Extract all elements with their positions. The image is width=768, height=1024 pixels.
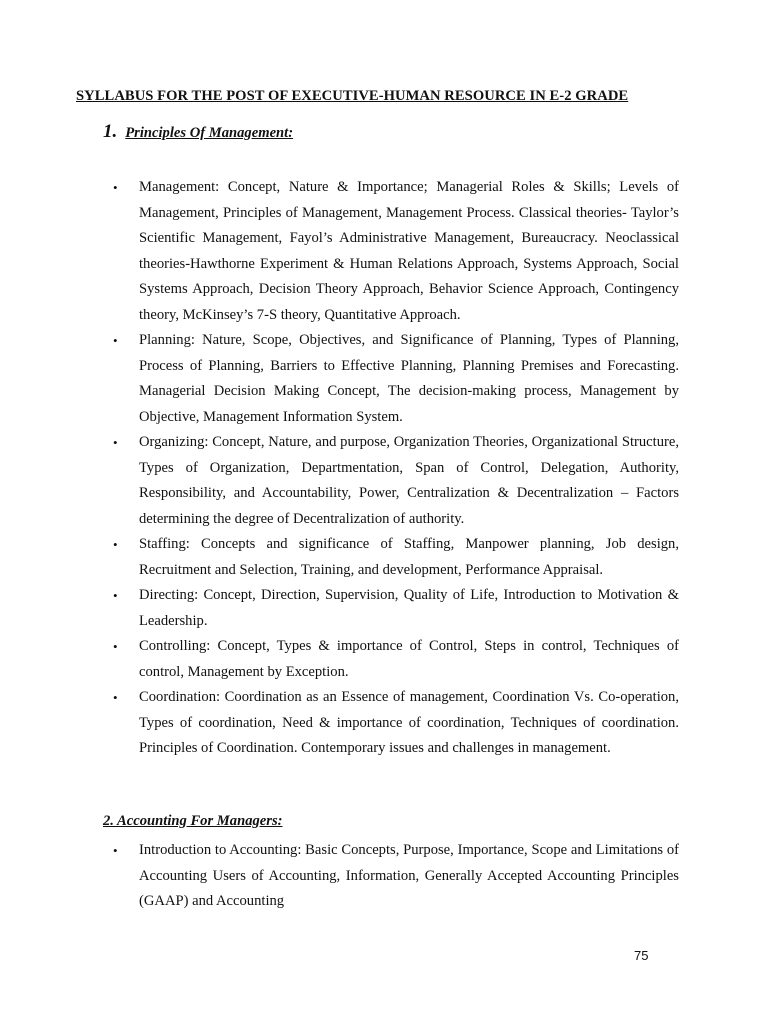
list-item [0,175,679,328]
list-item [0,328,679,430]
principles-of-management-list [0,175,768,762]
list-item-text: Controlling: Concept, Types & importance of Control, Steps in control, Techniques of control, Management by Exception. [139,638,679,680]
list-item-text: Directing: Concept, Direction, Supervision, Quality of Life, Introduction to Motivation & Leadership. [139,587,679,629]
list-item-text: Management: Concept, Nature & Importance; Managerial Roles & Skills; Levels of Management, Principles of Management, Management Process. Classical theories- Taylor’s Scientific Management, Fayol’s Administrative Management, Bureaucracy. Neoclassical theories-Hawthorne Experiment & Human Relations Approach, Systems Approach, Social Systems Approach, Decision Theory Approach, Behavior Science Approach, Contingency theory, McKinsey’s 7-S theory, Quantitative Approach. [139,179,679,323]
section-title: Principles Of Management: [125,125,294,141]
list-item-text: Coordination: Coordination as an Essence of management, Coordination Vs. Co-operation, Types of coordination, Need & importance of coordination, Techniques of coordination. Principles of Coordination. Contemporary issues and challenges in management. [139,689,679,756]
list-item [0,838,679,915]
page-title: SYLLABUS FOR THE POST OF EXECUTIVE-HUMAN RESOURCE IN E-2 GRADE [76,88,629,104]
bullet-icon: • [113,690,118,705]
accounting-for-managers-list [0,838,768,915]
list-item-text: Organizing: Concept, Nature, and purpose, Organization Theories, Organizational Structure, Types of Organization, Departmentation, Span of Control, Delegation, Authority, Responsibility, and Accountability, Power, Centralization & Decentralization – Factors determining the degree of Decentralization of authority. [139,434,679,527]
list-item-text: Staffing: Concepts and significance of Staffing, Manpower planning, Job design, Recruitment and Selection, Training, and development, Performance Appraisal. [139,536,679,578]
section-heading-accounting-for-managers: 2. Accounting For Managers: [103,813,283,829]
bullet-icon: • [113,588,118,603]
bullet-icon: • [113,180,118,195]
section-heading-principles-of-management [103,121,293,143]
bullet-icon: • [113,333,118,348]
list-item [0,685,679,762]
bullet-icon: • [113,537,118,552]
list-item-text: Introduction to Accounting: Basic Concepts, Purpose, Importance, Scope and Limitations of Accounting Users of Accounting, Information, Generally Accepted Accounting Principles (GAAP) and Accounting [139,842,679,909]
bullet-icon: • [113,639,118,654]
bullet-icon: • [113,435,118,450]
list-item [0,583,679,634]
section-number: 1. [103,121,118,142]
list-item [0,634,679,685]
page-number: 75 [634,948,649,963]
bullet-icon: • [113,843,118,858]
list-item [0,532,679,583]
list-item-text: Planning: Nature, Scope, Objectives, and Significance of Planning, Types of Planning, Process of Planning, Barriers to Effective Planning, Planning Premises and Forecasting. Managerial Decision Making Concept, The decision-making process, Management by Objective, Management Information System. [139,332,679,425]
list-item [0,430,679,532]
